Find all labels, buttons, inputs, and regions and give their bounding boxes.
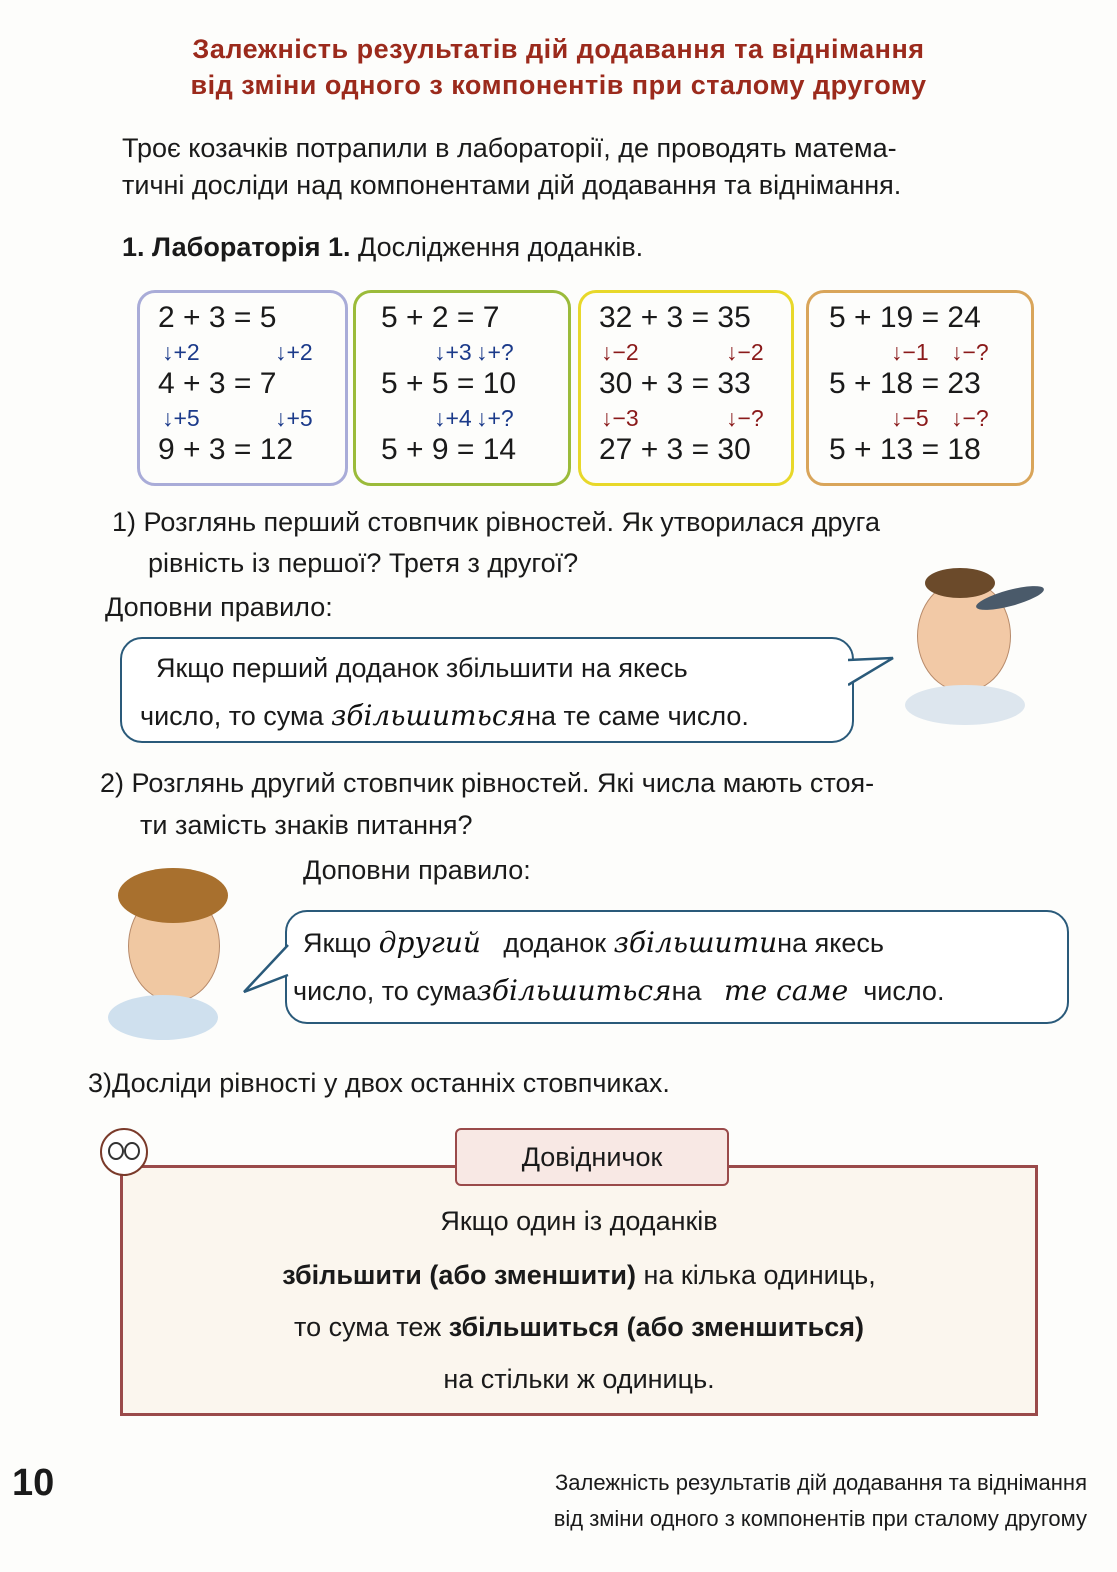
change-annotation [891, 339, 929, 366]
cossack-boy-illustration-1 [905, 560, 1035, 720]
owl-mascot-icon [92, 1120, 152, 1180]
task1-lab: Лабораторія 1. [152, 232, 351, 262]
reference-line3: то сума теж збільшиться (або зменшиться) [294, 1312, 864, 1342]
equation: 27 + 3 = 30 [599, 433, 751, 466]
down-arrow-icon: ↓ [162, 405, 174, 431]
change-annotation [162, 339, 200, 366]
change-annotation [891, 405, 929, 432]
change-value: +? [487, 339, 514, 365]
handwritten-answer[interactable]: другий [378, 926, 481, 959]
change-annotation [162, 405, 200, 432]
change-value: +5 [173, 405, 200, 431]
equation: 30 + 3 = 33 [599, 367, 751, 400]
q1-complete: Доповни правило: [105, 592, 333, 622]
page-title-line1: Залежність результатів дій додавання та віднімання [192, 34, 925, 64]
change-annotation [726, 405, 764, 432]
down-arrow-icon: ↓ [275, 339, 287, 365]
rule2-bubble [285, 910, 1069, 1024]
task1-heading [122, 232, 643, 263]
down-arrow-icon: ↓ [434, 339, 446, 365]
down-arrow-icon: ↓ [891, 405, 903, 431]
task1-number: 1. [122, 232, 145, 262]
change-annotation [275, 405, 313, 432]
down-arrow-icon: ↓ [891, 339, 903, 365]
change-value: −2 [612, 339, 639, 365]
change-value: +3 [445, 339, 472, 365]
down-arrow-icon: ↓ [601, 405, 613, 431]
down-arrow-icon: ↓ [951, 339, 963, 365]
rule1-line2: число, то сума збільшитьсяна те саме число. [140, 699, 749, 732]
change-value: −5 [902, 405, 929, 431]
equation-column-1 [137, 290, 348, 486]
change-value: +? [487, 405, 514, 431]
cossack-boy-illustration-2 [108, 860, 248, 1040]
rule1-bubble [120, 637, 854, 743]
equation: 5 + 9 = 14 [381, 433, 517, 466]
q1-line2: рівність із першої? Третя з другої? [148, 548, 579, 578]
bubble-tail [848, 655, 898, 695]
change-value: −1 [902, 339, 929, 365]
down-arrow-icon: ↓ [476, 405, 488, 431]
equation: 5 + 19 = 24 [829, 301, 981, 334]
rule1-line1: Якщо перший доданок збільшити на якесь [156, 653, 688, 683]
equation: 32 + 3 = 35 [599, 301, 751, 334]
down-arrow-icon: ↓ [162, 339, 174, 365]
page-number: 10 [12, 1462, 55, 1504]
change-annotation [601, 405, 639, 432]
equation-column-3 [578, 290, 794, 486]
change-value: −? [962, 405, 989, 431]
page-title-line2: від зміни одного з компонентів при сталому другому [190, 70, 927, 100]
handwritten-answer[interactable]: те саме [724, 974, 849, 1007]
change-annotation [951, 339, 989, 366]
intro-line2: тичні досліди над компонентами дій додавання та віднімання. [122, 170, 902, 200]
equation: 2 + 3 = 5 [158, 301, 277, 334]
intro-line1: Троє козачків потрапили в лабораторії, де проводять матема- [122, 133, 897, 163]
change-annotation [476, 405, 514, 432]
equation: 9 + 3 = 12 [158, 433, 294, 466]
change-annotation [434, 339, 472, 366]
change-value: −3 [612, 405, 639, 431]
equation: 5 + 13 = 18 [829, 433, 981, 466]
down-arrow-icon: ↓ [434, 405, 446, 431]
q2-line2: ти замість знаків питання? [140, 810, 473, 840]
task1-text: Дослідження доданків. [358, 232, 644, 262]
q1-line1: 1) Розглянь перший стовпчик рівностей. Як утворилася друга [112, 507, 880, 537]
change-annotation [601, 339, 639, 366]
footer-running-title: Залежність результатів дій додавання та віднімання від зміни одного з компонентів при сталому другому [553, 1470, 1087, 1531]
change-value: −? [737, 405, 764, 431]
down-arrow-icon: ↓ [476, 339, 488, 365]
equation: 5 + 18 = 23 [829, 367, 981, 400]
change-annotation [951, 405, 989, 432]
equation-column-2 [353, 290, 571, 486]
reference-label: Довідничок [455, 1128, 729, 1186]
handwritten-answer[interactable]: збільшиться [331, 699, 527, 732]
equation: 5 + 5 = 10 [381, 367, 517, 400]
change-value: +2 [173, 339, 200, 365]
change-value: −2 [737, 339, 764, 365]
down-arrow-icon: ↓ [726, 405, 738, 431]
reference-box [120, 1165, 1038, 1416]
change-value: −? [962, 339, 989, 365]
reference-line1: Якщо один із доданків [440, 1206, 718, 1236]
q2-line1: 2) Розглянь другий стовпчик рівностей. Які числа мають стоя- [100, 768, 875, 798]
down-arrow-icon: ↓ [951, 405, 963, 431]
change-value: +2 [286, 339, 313, 365]
equation: 4 + 3 = 7 [158, 367, 277, 400]
q3-line: 3)Досліди рівності у двох останніх стовпчиках. [88, 1068, 670, 1098]
q2-complete: Доповни правило: [303, 855, 531, 885]
down-arrow-icon: ↓ [601, 339, 613, 365]
down-arrow-icon: ↓ [726, 339, 738, 365]
change-value: +4 [445, 405, 472, 431]
rule2-line2: число, то сумазбільшитьсяна те саме число. [293, 974, 945, 1007]
handwritten-answer[interactable]: збільшити [613, 926, 778, 959]
bubble-tail [242, 940, 290, 1000]
handwritten-answer[interactable]: збільшиться [476, 974, 672, 1007]
reference-line2: збільшити (або зменшити) на кілька одиниць, [282, 1260, 876, 1290]
change-value: +5 [286, 405, 313, 431]
change-annotation [476, 339, 514, 366]
reference-line4: на стільки ж одиниць. [443, 1364, 715, 1394]
change-annotation [275, 339, 313, 366]
change-annotation [726, 339, 764, 366]
rule2-line1: Якщо другий доданок збільшитина якесь [303, 926, 884, 959]
down-arrow-icon: ↓ [275, 405, 287, 431]
equation-column-4 [806, 290, 1034, 486]
equation: 5 + 2 = 7 [381, 301, 500, 334]
change-annotation [434, 405, 472, 432]
